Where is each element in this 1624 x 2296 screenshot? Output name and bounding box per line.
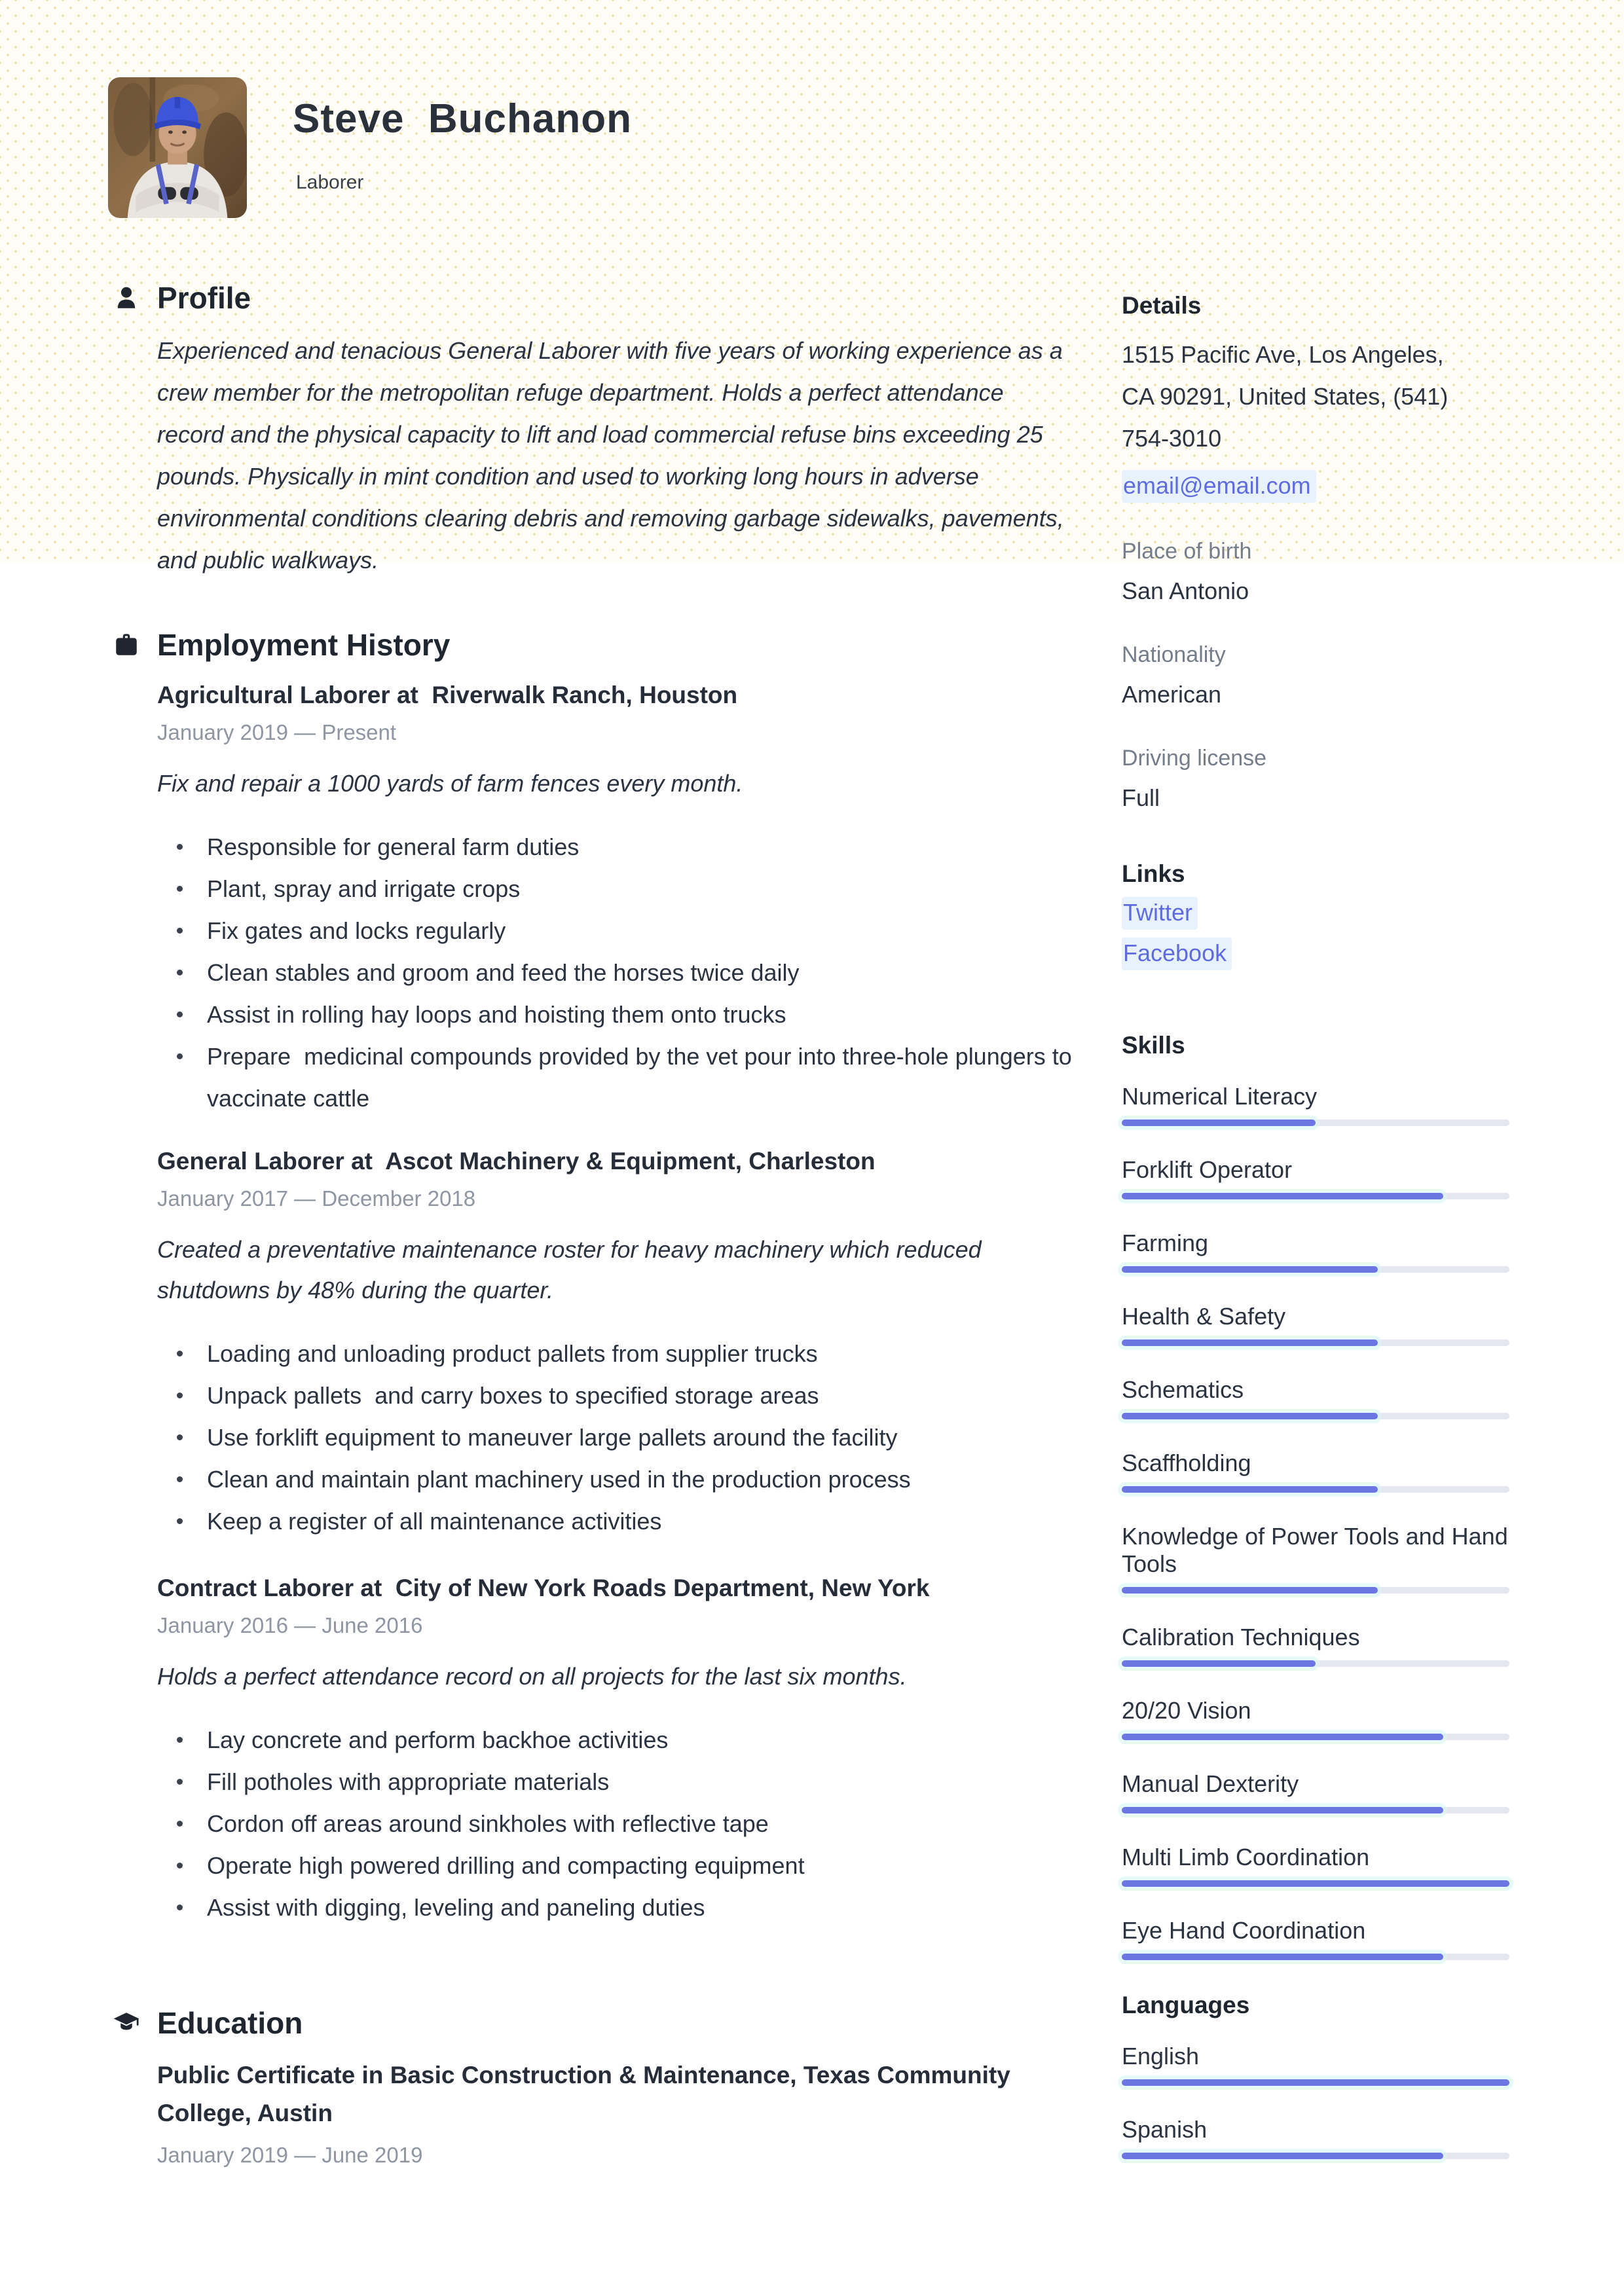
driving-license-value: Full bbox=[1122, 784, 1160, 811]
skill-bar-fill bbox=[1122, 1486, 1378, 1493]
address bbox=[1122, 334, 1509, 460]
bullet-item: Lay concrete and perform backhoe activities bbox=[177, 1719, 1074, 1761]
briefcase-icon bbox=[113, 631, 140, 659]
skill-label: Multi Limb Coordination bbox=[1122, 1844, 1370, 1870]
email-link[interactable]: email@email.com bbox=[1122, 470, 1316, 503]
skill-bar-track bbox=[1122, 2079, 1509, 2086]
skill-bar-fill bbox=[1122, 2079, 1509, 2086]
profile-heading: Profile bbox=[157, 281, 251, 315]
skill-item bbox=[1122, 1083, 1509, 1126]
skill-bar-track bbox=[1122, 1339, 1509, 1346]
skill-bar-fill bbox=[1122, 1339, 1378, 1346]
languages-heading: Languages bbox=[1122, 1992, 1250, 2018]
bullet-item: Assist with digging, leveling and paneling duties bbox=[177, 1887, 1074, 1929]
skill-label: Farming bbox=[1122, 1230, 1209, 1256]
bullet-item: Unpack pallets and carry boxes to specified storage areas bbox=[177, 1375, 1074, 1417]
bullet-item: Operate high powered drilling and compacting equipment bbox=[177, 1845, 1074, 1887]
details-heading: Details bbox=[1122, 292, 1202, 319]
languages-list bbox=[1122, 2043, 1509, 2159]
skill-item bbox=[1122, 1376, 1509, 1419]
skill-label: Forklift Operator bbox=[1122, 1156, 1293, 1183]
job-title: Contract Laborer at City of New York Roads Department, New York bbox=[157, 1575, 930, 1601]
skill-bar-fill bbox=[1122, 1266, 1378, 1273]
bullet-item: Prepare medicinal compounds provided by the vet pour into three-hole plungers to vaccinate cattle bbox=[177, 1036, 1074, 1120]
driving-license-label: Driving license bbox=[1122, 746, 1267, 771]
profile-photo bbox=[108, 77, 247, 218]
worker-portrait-illustration bbox=[108, 77, 247, 218]
skill-label: Health & Safety bbox=[1122, 1303, 1286, 1330]
skill-item bbox=[1122, 1844, 1509, 1887]
bullet-item: Assist in rolling hay loops and hoisting them onto trucks bbox=[177, 994, 1074, 1036]
skill-bar-track bbox=[1122, 1954, 1509, 1960]
education-section bbox=[157, 2007, 1074, 2168]
job-entry bbox=[157, 1573, 1074, 1929]
skill-label: Eye Hand Coordination bbox=[1122, 1917, 1366, 1944]
social-link[interactable]: Facebook bbox=[1122, 938, 1232, 970]
bullet-item: Use forklift equipment to maneuver large pallets around the facility bbox=[177, 1417, 1074, 1459]
nationality-value: American bbox=[1122, 681, 1222, 708]
skill-label: 20/20 Vision bbox=[1122, 1697, 1251, 1724]
candidate-name: Steve Buchanon bbox=[293, 96, 632, 141]
skills-heading: Skills bbox=[1122, 1032, 1185, 1059]
bullet-item: Cordon off areas around sinkholes with reflective tape bbox=[177, 1803, 1074, 1845]
skill-item bbox=[1122, 2116, 1509, 2159]
job-entry bbox=[157, 1146, 1074, 1542]
skill-bar-fill bbox=[1122, 1807, 1443, 1813]
candidate-job-title: Laborer bbox=[296, 172, 364, 193]
job-entry bbox=[157, 680, 1105, 1120]
skill-bar-fill bbox=[1122, 2153, 1443, 2159]
graduation-cap-icon bbox=[113, 2009, 140, 2037]
bullet-item: Fix gates and locks regularly bbox=[177, 910, 1074, 952]
skill-bar-track bbox=[1122, 1587, 1509, 1594]
place-of-birth-value: San Antonio bbox=[1122, 577, 1249, 604]
skill-label: Calibration Techniques bbox=[1122, 1624, 1360, 1650]
job-bullets bbox=[177, 826, 1105, 1120]
skill-item bbox=[1122, 1697, 1509, 1740]
skill-label: Schematics bbox=[1122, 1376, 1244, 1403]
skill-bar-track bbox=[1122, 1880, 1509, 1887]
skill-item bbox=[1122, 1230, 1509, 1273]
links-list bbox=[1122, 897, 1509, 970]
skill-bar-fill bbox=[1122, 1120, 1316, 1126]
skill-bar-fill bbox=[1122, 1587, 1378, 1594]
skill-bar-fill bbox=[1122, 1880, 1509, 1887]
job-title: Agricultural Laborer at Riverwalk Ranch, Houston bbox=[157, 682, 738, 708]
skill-label: Scaffholding bbox=[1122, 1449, 1251, 1476]
skills-list bbox=[1122, 1083, 1509, 1960]
skill-bar-track bbox=[1122, 1413, 1509, 1419]
skill-item bbox=[1122, 1156, 1509, 1199]
skill-label: Spanish bbox=[1122, 2116, 1208, 2143]
address-line: 1515 Pacific Ave, Los Angeles, bbox=[1122, 341, 1444, 368]
employment-section bbox=[157, 628, 1105, 1929]
skill-item bbox=[1122, 1624, 1509, 1667]
job-title: General Laborer at Ascot Machinery & Equipment, Charleston bbox=[157, 1148, 876, 1175]
skill-item bbox=[1122, 1770, 1509, 1813]
nationality-label: Nationality bbox=[1122, 642, 1226, 667]
skill-item bbox=[1122, 1303, 1509, 1346]
bullet-item: Fill potholes with appropriate materials bbox=[177, 1761, 1074, 1803]
skill-item bbox=[1122, 2043, 1509, 2086]
skill-label: Knowledge of Power Tools and Hand Tools bbox=[1122, 1523, 1508, 1577]
employment-heading: Employment History bbox=[157, 628, 451, 662]
job-list bbox=[157, 680, 1105, 1929]
skill-bar-track bbox=[1122, 1486, 1509, 1493]
education-heading: Education bbox=[157, 2006, 303, 2040]
skill-bar-fill bbox=[1122, 1413, 1378, 1419]
education-date: January 2019 — June 2019 bbox=[157, 2143, 423, 2167]
skill-bar-fill bbox=[1122, 1734, 1443, 1740]
bullet-item: Loading and unloading product pallets from supplier trucks bbox=[177, 1333, 1074, 1375]
address-line: CA 90291, United States, (541) bbox=[1122, 383, 1449, 410]
job-summary: Created a preventative maintenance roster for heavy machinery which reduced shutdowns by 48% during the quarter. bbox=[157, 1236, 988, 1303]
sidebar bbox=[1122, 291, 1509, 2189]
job-summary: Fix and repair a 1000 yards of farm fences every month. bbox=[157, 770, 743, 797]
job-date: January 2017 — December 2018 bbox=[157, 1186, 476, 1211]
skill-bar-fill bbox=[1122, 1954, 1443, 1960]
skill-bar-track bbox=[1122, 1807, 1509, 1813]
skill-bar-track bbox=[1122, 1660, 1509, 1667]
address-line: 754-3010 bbox=[1122, 425, 1222, 452]
job-bullets bbox=[177, 1333, 1074, 1542]
skill-bar-fill bbox=[1122, 1193, 1443, 1199]
job-bullets bbox=[177, 1719, 1074, 1929]
bullet-item: Clean stables and groom and feed the horses twice daily bbox=[177, 952, 1074, 994]
bullet-item: Responsible for general farm duties bbox=[177, 826, 1074, 868]
skill-bar-fill bbox=[1122, 1660, 1316, 1667]
skill-item bbox=[1122, 1917, 1509, 1960]
person-icon bbox=[113, 284, 140, 312]
links-heading: Links bbox=[1122, 860, 1185, 887]
skill-bar-track bbox=[1122, 1266, 1509, 1273]
skill-item bbox=[1122, 1523, 1509, 1594]
profile-text: Experienced and tenacious General Laborer with five years of working experience as a crew member for the metropolitan refuge department. Holds a perfect attendance record and the physical capacity to lift and load commercial refuse bins exceeding 25 pounds. Physically in mint condition and used to working long hours in adverse environmental conditions clearing debris and removing garbage sidewalks, pavements, and public walkways. bbox=[157, 337, 1071, 574]
bullet-item: Keep a register of all maintenance activities bbox=[177, 1501, 1074, 1542]
job-summary: Holds a perfect attendance record on all projects for the last six months. bbox=[157, 1663, 907, 1690]
skill-item bbox=[1122, 1449, 1509, 1493]
bullet-item: Plant, spray and irrigate crops bbox=[177, 868, 1074, 910]
skill-bar-track bbox=[1122, 1193, 1509, 1199]
skill-label: Numerical Literacy bbox=[1122, 1083, 1318, 1110]
job-date: January 2019 — Present bbox=[157, 720, 397, 744]
job-date: January 2016 — June 2016 bbox=[157, 1613, 423, 1637]
skill-label: Manual Dexterity bbox=[1122, 1770, 1299, 1797]
bullet-item: Clean and maintain plant machinery used in the production process bbox=[177, 1459, 1074, 1501]
profile-section bbox=[157, 282, 1074, 581]
education-degree: Public Certificate in Basic Construction & Maintenance, Texas Community College, Austin bbox=[157, 2062, 1010, 2126]
skill-bar-track bbox=[1122, 2153, 1509, 2159]
social-link[interactable]: Twitter bbox=[1122, 897, 1198, 930]
skill-bar-track bbox=[1122, 1734, 1509, 1740]
skill-bar-track bbox=[1122, 1120, 1509, 1126]
skill-label: English bbox=[1122, 2043, 1200, 2069]
place-of-birth-label: Place of birth bbox=[1122, 539, 1252, 564]
